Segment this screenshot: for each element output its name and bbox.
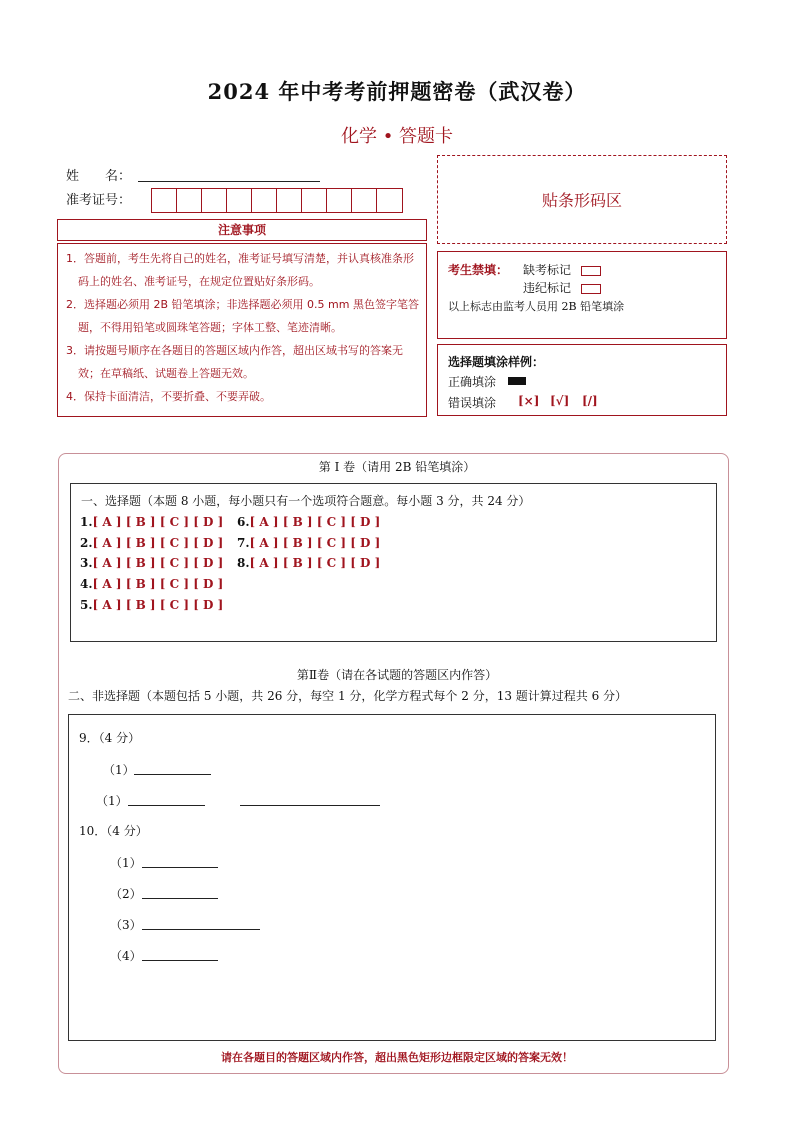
absent-mark-box[interactable] (581, 266, 601, 276)
sample-heading: 选择题填涂样例： (448, 355, 545, 369)
wrong-mark: [/] (582, 394, 598, 408)
choice-question-5[interactable] (80, 598, 223, 612)
notice-item: 3．请按题号顺序在各题目的答题区域内作答，超出区域书写的答案无效；在草稿纸、试题卷上答题无效。 (66, 344, 403, 380)
wrong-mark: [×] (518, 394, 540, 408)
name-field[interactable] (138, 180, 320, 182)
answer-line[interactable] (142, 897, 218, 899)
question-number: 3. (80, 556, 93, 570)
id-box[interactable] (352, 189, 377, 212)
id-box[interactable] (327, 189, 352, 212)
question-number: 7. (237, 536, 250, 550)
choice-question-2[interactable] (80, 536, 223, 550)
part1-title: 第 I 卷（请用 2B 铅笔填涂） (318, 460, 476, 474)
q9-sub-2: （1） (96, 794, 128, 808)
choice-question-6[interactable] (237, 515, 380, 529)
forbid-label: 考生禁填： (448, 263, 509, 277)
id-box[interactable] (202, 189, 227, 212)
part2-title: 第Ⅱ卷（请在各试题的答题区内作答） (296, 668, 498, 682)
id-label: 准考证号： (66, 193, 132, 208)
answer-line[interactable] (142, 866, 218, 868)
barcode-area (437, 155, 727, 244)
violation-label: 违纪标记 (523, 281, 572, 295)
answer-line[interactable] (240, 804, 380, 806)
page-subtitle: 化学 • 答题卡 (340, 126, 454, 147)
choice-options[interactable]: [ A ] [ B ] [ C ] [ D ] (249, 536, 381, 550)
wrong-mark: [√] (550, 394, 570, 408)
choice-question-3[interactable] (80, 556, 223, 570)
choice-options[interactable]: [ A ] [ B ] [ C ] [ D ] (249, 556, 381, 570)
q9-label: 9．（4 分） (79, 731, 141, 745)
barcode-label: 贴条形码区 (541, 191, 622, 210)
id-box[interactable] (252, 189, 277, 212)
choice-options[interactable]: [ A ] [ B ] [ C ] [ D ] (92, 577, 224, 591)
forbid-box (437, 251, 727, 339)
question-number: 8. (237, 556, 250, 570)
question-number: 1. (80, 515, 93, 529)
choice-options[interactable]: [ A ] [ B ] [ C ] [ D ] (92, 536, 224, 550)
id-box[interactable] (152, 189, 177, 212)
question-number: 6. (237, 515, 250, 529)
question-number: 4. (80, 577, 93, 591)
correct-fill-label: 正确填涂 (448, 375, 497, 389)
id-number-boxes[interactable] (151, 188, 403, 213)
choice-heading: 一、选择题（本题 8 小题，每小题只有一个选项符合题意。每小题 3 分，共 24 分） (81, 494, 531, 508)
q10-label: 10．（4 分） (79, 824, 148, 838)
id-box[interactable] (377, 189, 402, 212)
fill-sample-box (437, 344, 727, 416)
question-number: 2. (80, 536, 93, 550)
non-choice-heading: 二、非选择题（本题包括 5 小题，共 26 分，每空 1 分，化学方程式每个 2 分，13 题计算过程共 6 分） (68, 689, 628, 703)
notice-body (57, 243, 427, 417)
choice-question-8[interactable] (237, 556, 380, 570)
question-number: 5. (80, 598, 93, 612)
page-title: 2024 年中考考前押题密卷（武汉卷） (207, 79, 587, 104)
correct-fill-mark (508, 377, 526, 385)
footer-warning: 请在各题目的答题区域内作答，超出黑色矩形边框限定区域的答案无效！ (221, 1051, 573, 1064)
answer-line[interactable] (134, 773, 211, 775)
notice-item: 4．保持卡面清洁，不要折叠、不要弄破。 (66, 390, 271, 403)
choice-options[interactable]: [ A ] [ B ] [ C ] [ D ] (249, 515, 381, 529)
q10-sub-1: （1） (110, 856, 142, 870)
choice-options[interactable]: [ A ] [ B ] [ C ] [ D ] (92, 598, 224, 612)
absent-label: 缺考标记 (523, 263, 572, 277)
id-box[interactable] (227, 189, 252, 212)
forbid-note: 以上标志由监考人员用 2B 铅笔填涂 (448, 300, 625, 313)
violation-mark-row (523, 279, 601, 296)
answer-line[interactable] (128, 804, 205, 806)
choice-question-4[interactable] (80, 577, 223, 591)
answer-line[interactable] (142, 959, 218, 961)
id-box[interactable] (302, 189, 327, 212)
answer-box (68, 714, 716, 1041)
q10-sub-3: （3） (110, 918, 142, 932)
q10-sub-4: （4） (110, 949, 142, 963)
q9-sub-1: （1） (103, 763, 135, 777)
id-box[interactable] (277, 189, 302, 212)
notice-item: 2．选择题必须用 2B 铅笔填涂；非选择题必须用 0.5 mm 黑色签字笔答题，不得用铅笔或圆珠笔答题；字体工整、笔迹清晰。 (66, 298, 419, 334)
choice-question-1[interactable] (80, 515, 223, 529)
choice-question-7[interactable] (237, 536, 380, 550)
wrong-fill-label: 错误填涂 (448, 396, 497, 410)
violation-mark-box[interactable] (581, 284, 601, 294)
name-label: 姓 名： (66, 169, 132, 184)
notice-item: 1．答题前，考生先将自己的姓名，准考证号填写清楚，并认真核准条形码上的姓名、准考证号，在规定位置贴好条形码。 (66, 252, 414, 288)
id-box[interactable] (177, 189, 202, 212)
answer-line[interactable] (142, 928, 260, 930)
q10-sub-2: （2） (110, 887, 142, 901)
choice-options[interactable]: [ A ] [ B ] [ C ] [ D ] (92, 515, 224, 529)
choice-options[interactable]: [ A ] [ B ] [ C ] [ D ] (92, 556, 224, 570)
absent-mark-row (523, 261, 601, 278)
notice-heading: 注意事项 (57, 219, 427, 241)
